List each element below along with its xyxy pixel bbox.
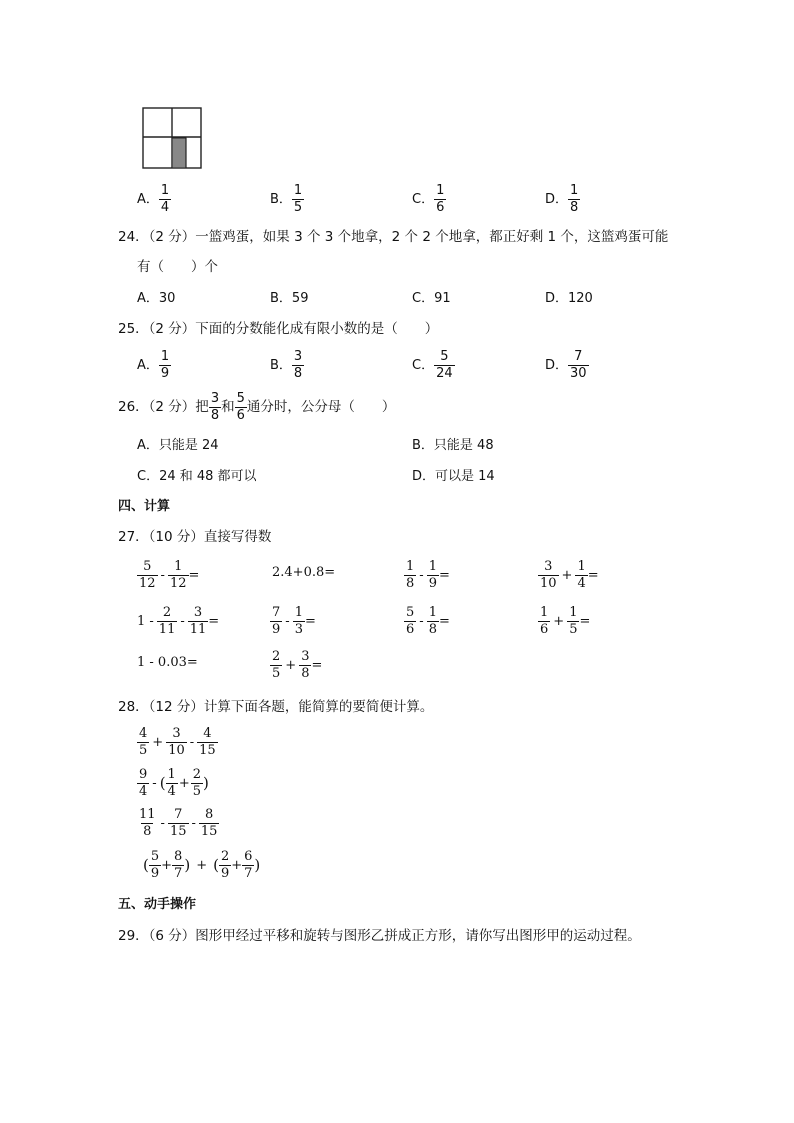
- fraction: $\frac{5}{6}$: [236, 391, 245, 423]
- q27-expr-8: $\frac{1}{6}$ + $\frac{1}{5}$ =: [540, 605, 591, 637]
- fraction: $\frac{7}{30}$: [570, 349, 587, 381]
- fraction: $\frac{3}{8}$: [293, 349, 303, 381]
- q25-stem: 25．（2 分）下面的分数能化成有限小数的是（ ）: [118, 321, 439, 337]
- q25-option-a[interactable]: [137, 350, 171, 382]
- fraction: $\frac{1}{6}$: [436, 183, 445, 215]
- q27-expr-3: $\frac{1}{8}$ - $\frac{1}{9}$ =: [406, 559, 450, 591]
- q24-stem-line1: 24．（2 分）一篮鸡蛋，如果 3 个 3 个地拿，2 个 2 个地拿，都正好剩 1 个，这篮鸡蛋可能: [118, 229, 669, 245]
- q26-stem: [118, 392, 395, 424]
- q27-expr-4: $\frac{3}{10}$ + $\frac{1}{4}$ =: [540, 559, 599, 591]
- q28-problem-1: $\frac{4}{5}$ + $\frac{3}{10}$ - $\frac{4}{15}$: [139, 726, 216, 758]
- q24-option-a[interactable]: A．30: [137, 291, 176, 306]
- q23-option-d[interactable]: [545, 184, 580, 216]
- q27-expr-2: 2.4+0.8=: [272, 565, 336, 580]
- q26-option-b[interactable]: B．只能是 48: [412, 438, 494, 453]
- fraction: $\frac{1}{5}$: [293, 183, 303, 215]
- q25-option-d[interactable]: [545, 350, 589, 382]
- q24-option-b[interactable]: B．59: [270, 291, 309, 306]
- q24-option-c[interactable]: C．91: [412, 291, 451, 306]
- q28-problem-3: $\frac{11}{8}$ - $\frac{7}{15}$ - $\frac{8}{15}$: [139, 807, 218, 839]
- q24-stem-line2: 有（ ）个: [137, 259, 218, 275]
- q24-option-d[interactable]: D．120: [545, 291, 593, 306]
- q28-problem-4: ( $\frac{5}{9}$ + $\frac{8}{7}$ ) + ( $\frac{2}{9}$ + $\frac{6}{7}$ ): [143, 849, 261, 881]
- q26-option-c[interactable]: C．24 和 48 都可以: [137, 469, 257, 484]
- q27-expr-6: $\frac{7}{9}$ - $\frac{1}{3}$ =: [272, 605, 316, 637]
- q25-option-b[interactable]: [270, 350, 304, 382]
- option-label: D．: [545, 358, 569, 374]
- q28-stem: 28．（12 分）计算下面各题，能简算的要简便计算。: [118, 699, 434, 715]
- q26-option-a[interactable]: A．只能是 24: [137, 438, 219, 453]
- q27-expr-5: 1 - $\frac{2}{11}$ - $\frac{3}{11}$ =: [137, 605, 220, 637]
- option-label: B．: [270, 358, 292, 374]
- q29-stem: 29．（6 分）图形甲经过平移和旋转与图形乙拼成正方形，请你写出图形甲的运动过程。: [118, 928, 641, 944]
- q27-stem: 27．（10 分）直接写得数: [118, 529, 272, 545]
- fraction: $\frac{1}{8}$: [570, 183, 579, 215]
- option-label: C．: [412, 358, 435, 374]
- q26-prefix: 26．（2 分）把: [118, 399, 209, 416]
- fraction: $\frac{1}{9}$: [160, 349, 170, 381]
- q23-option-b[interactable]: [270, 184, 304, 216]
- fraction: $\frac{5}{24}$: [436, 349, 453, 381]
- section-heading: 五、动手操作: [118, 897, 197, 912]
- q26-option-d[interactable]: D．可以是 14: [412, 469, 495, 484]
- q26-suffix: 通分时，公分母（ ）: [246, 399, 396, 416]
- q27-expr-7: $\frac{5}{6}$ - $\frac{1}{8}$ =: [406, 605, 450, 637]
- option-label: A．: [137, 192, 159, 208]
- option-label: D．: [545, 192, 569, 208]
- q23-option-c[interactable]: [412, 184, 446, 216]
- fraction: $\frac{1}{4}$: [160, 183, 170, 215]
- grid-figure: [142, 107, 204, 169]
- q23-option-a[interactable]: [137, 184, 171, 216]
- q27-expr-10: $\frac{2}{5}$ + $\frac{3}{8}$ =: [272, 649, 323, 681]
- q28-problem-2: $\frac{9}{4}$ - ( $\frac{1}{4}$ + $\frac{2}{5}$ ): [139, 767, 209, 799]
- option-label: C．: [412, 192, 435, 208]
- section-heading: 四、计算: [118, 499, 171, 514]
- q27-expr-1: $\frac{5}{12}$ - $\frac{1}{12}$ =: [139, 559, 200, 591]
- q27-expr-9: 1 - 0.03=: [137, 655, 198, 670]
- q25-option-c[interactable]: [412, 350, 455, 382]
- option-label: B．: [270, 192, 292, 208]
- fraction: $\frac{3}{8}$: [210, 391, 220, 423]
- q26-mid: 和: [221, 399, 235, 416]
- option-label: A．: [137, 358, 159, 374]
